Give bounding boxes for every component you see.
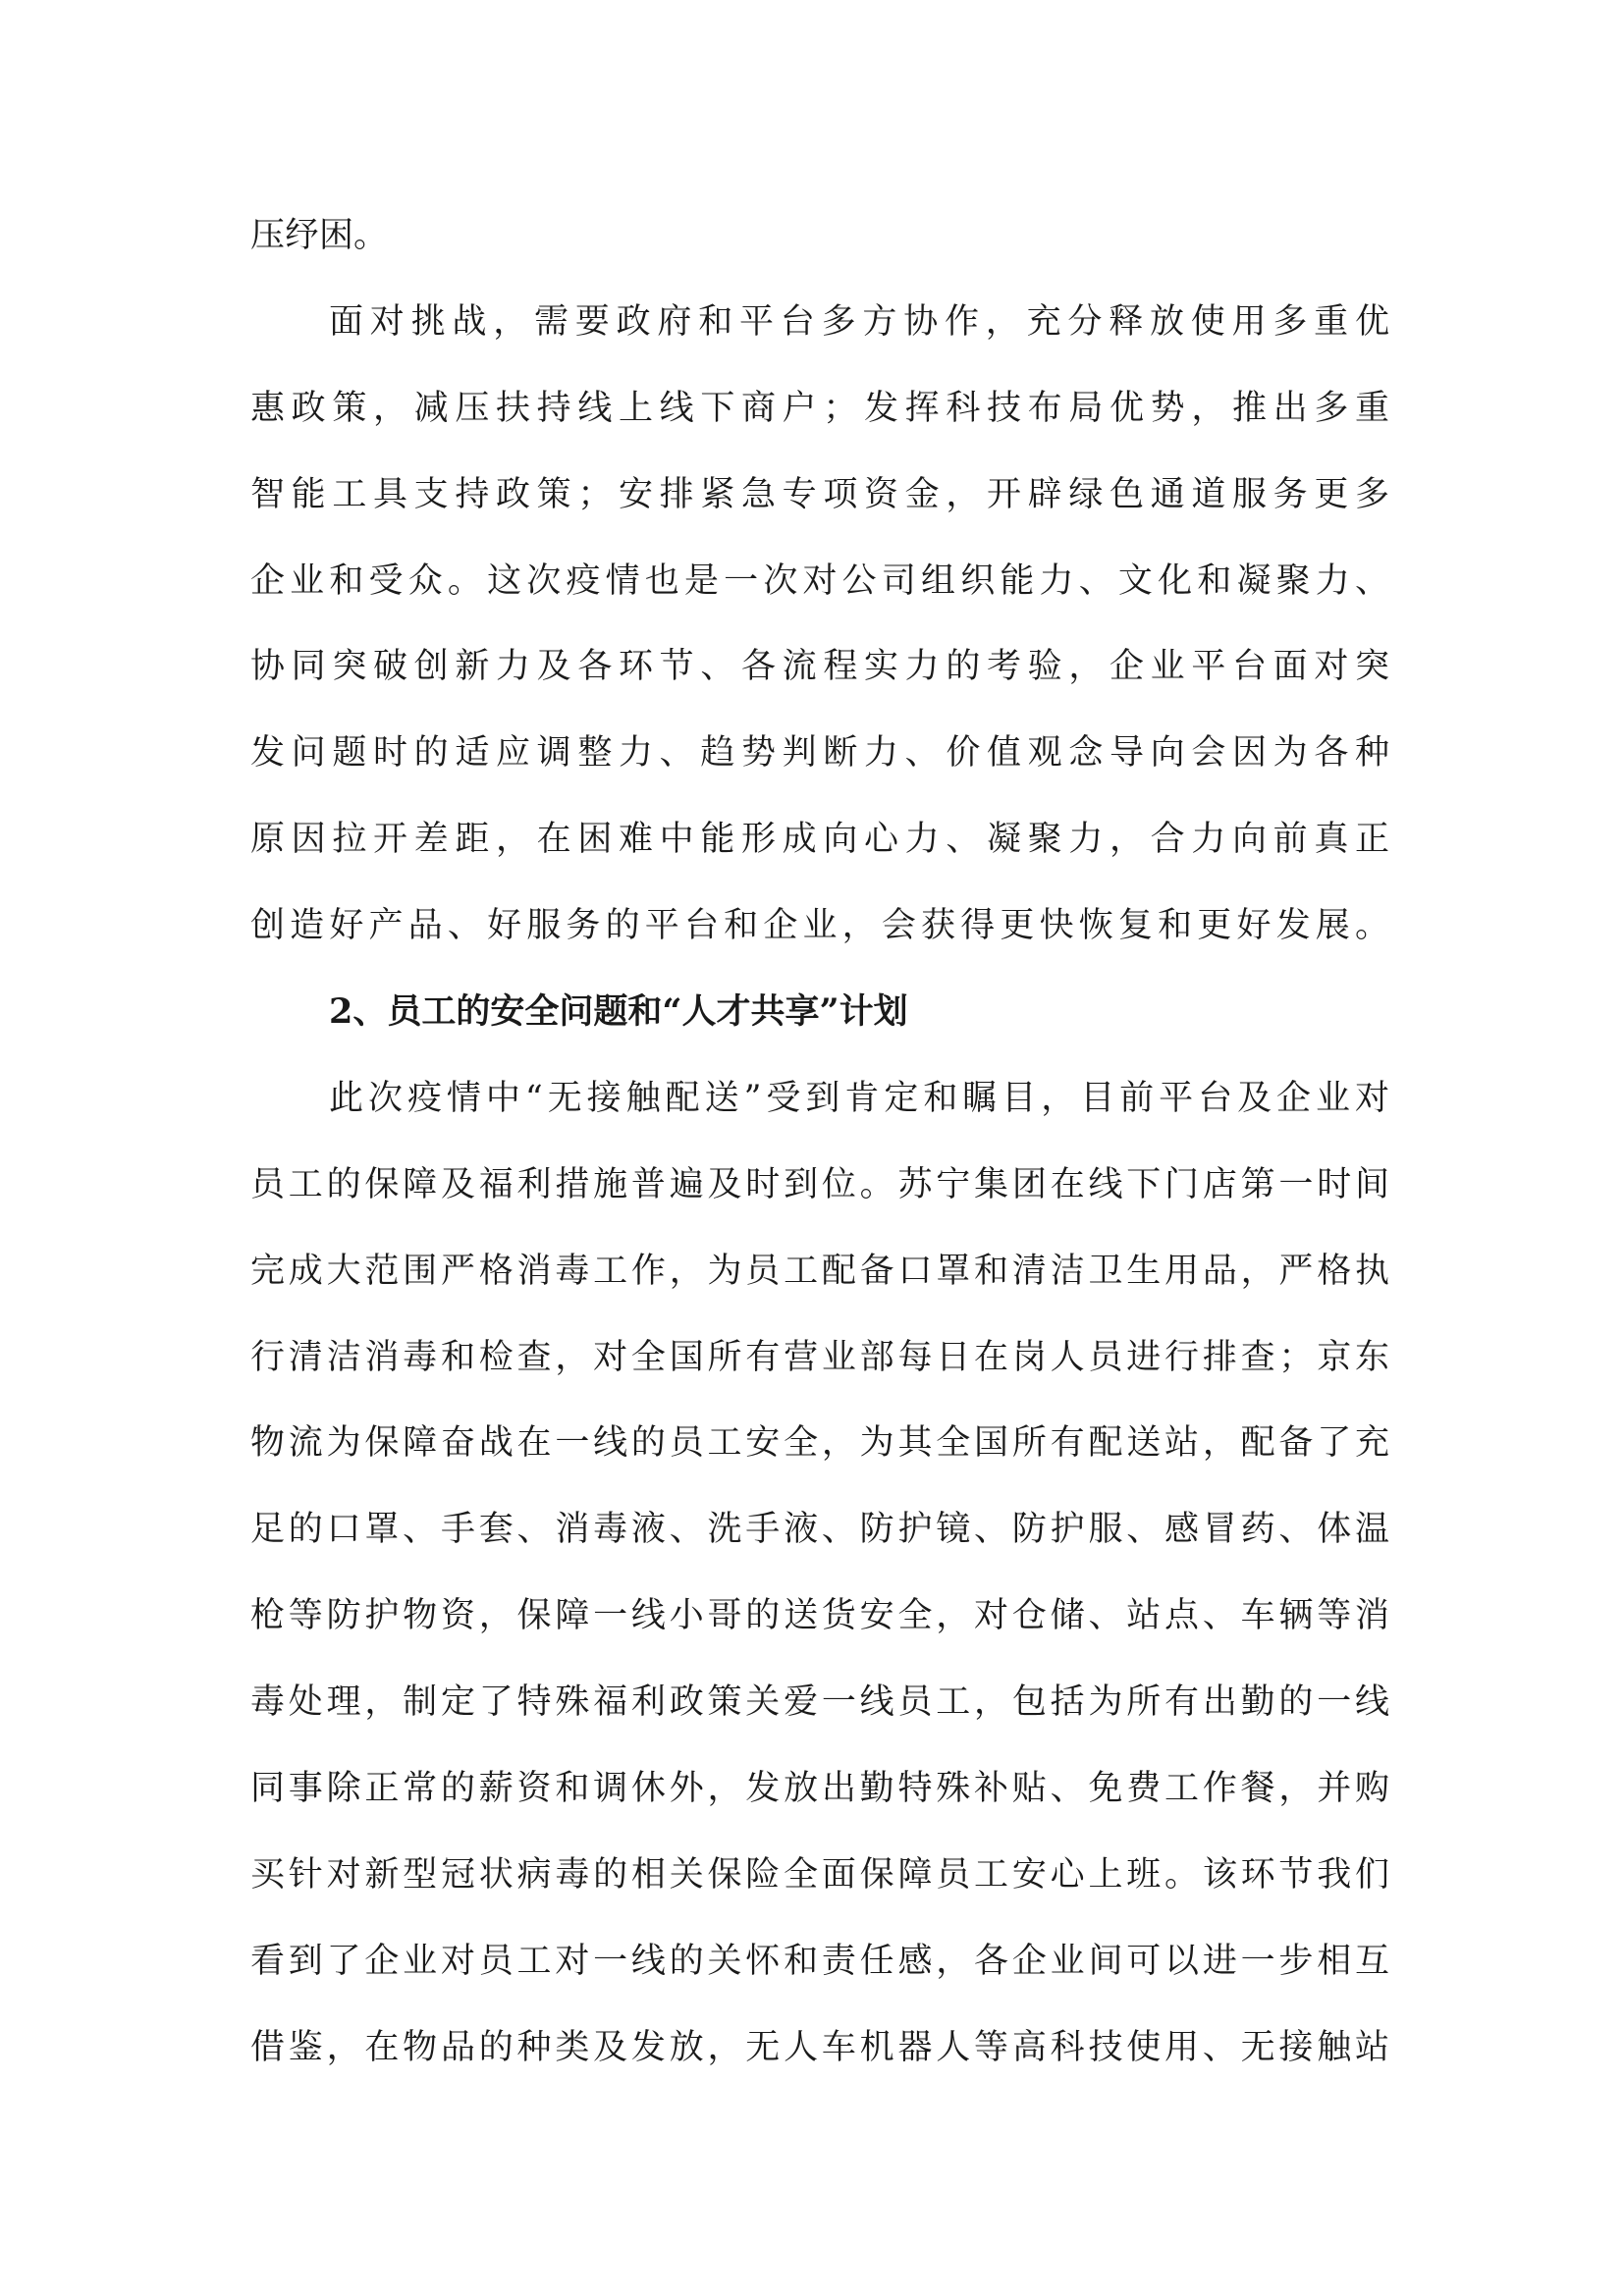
text-line: 同事除正常的薪资和调休外，发放出勤特殊补贴、免费工作餐，并购 xyxy=(250,1769,1389,1809)
text-line: 毒处理，制定了特殊福利政策关爱一线员工，包括为所有出勤的一线 xyxy=(250,1682,1389,1723)
text-line: 惠政策，减压扶持线上线下商户；发挥科技布局优势，推出多重 xyxy=(250,388,1389,428)
paragraph-start-line: 面对挑战，需要政府和平台多方协作，充分释放使用多重优 xyxy=(329,301,1389,342)
text-line: 借鉴，在物品的种类及发放，无人车机器人等高科技使用、无接触站 xyxy=(250,2027,1389,2067)
text-line: 枪等防护物资，保障一线小哥的送货安全，对仓储、站点、车辆等消 xyxy=(250,1596,1389,1636)
text-line: 看到了企业对员工对一线的关怀和责任感，各企业间可以进一步相互 xyxy=(250,1941,1389,1981)
text-line: 原因拉开差距，在困难中能形成向心力、凝聚力，合力向前真正 xyxy=(250,820,1389,860)
text-line: 物流为保障奋战在一线的员工安全，为其全国所有配送站，配备了充 xyxy=(250,1423,1389,1464)
text-line: 行清洁消毒和检查，对全国所有营业部每日在岗人员进行排查；京东 xyxy=(250,1337,1389,1377)
text-line: 智能工具支持政策；安排紧急专项资金，开辟绿色通道服务更多 xyxy=(250,474,1389,514)
text-line: 完成大范围严格消毒工作，为员工配备口罩和清洁卫生用品，严格执 xyxy=(250,1251,1389,1291)
text-line: 协同突破创新力及各环节、各流程实力的考验，企业平台面对突 xyxy=(250,647,1389,687)
text-line: 压纾困。 xyxy=(250,216,389,255)
paragraph-start-line: 此次疫情中“无接触配送”受到肯定和瞩目，目前平台及企业对 xyxy=(329,1078,1389,1118)
text-line: 创造好产品、好服务的平台和企业，会获得更快恢复和更好发展。 xyxy=(250,906,1389,946)
text-line: 买针对新型冠状病毒的相关保险全面保障员工安心上班。该环节我们 xyxy=(250,1854,1389,1895)
section-heading: 2、员工的安全问题和“人才共享”计划 xyxy=(329,991,908,1033)
text-line: 员工的保障及福利措施普遍及时到位。苏宁集团在线下门店第一时间 xyxy=(250,1164,1389,1204)
body-text xyxy=(250,206,1389,2105)
text-line: 企业和受众。这次疫情也是一次对公司组织能力、文化和凝聚力、 xyxy=(250,561,1389,601)
text-line: 足的口罩、手套、消毒液、洗手液、防护镜、防护服、感冒药、体温 xyxy=(250,1510,1389,1550)
text-line: 发问题时的适应调整力、趋势判断力、价值观念导向会因为各种 xyxy=(250,733,1389,774)
